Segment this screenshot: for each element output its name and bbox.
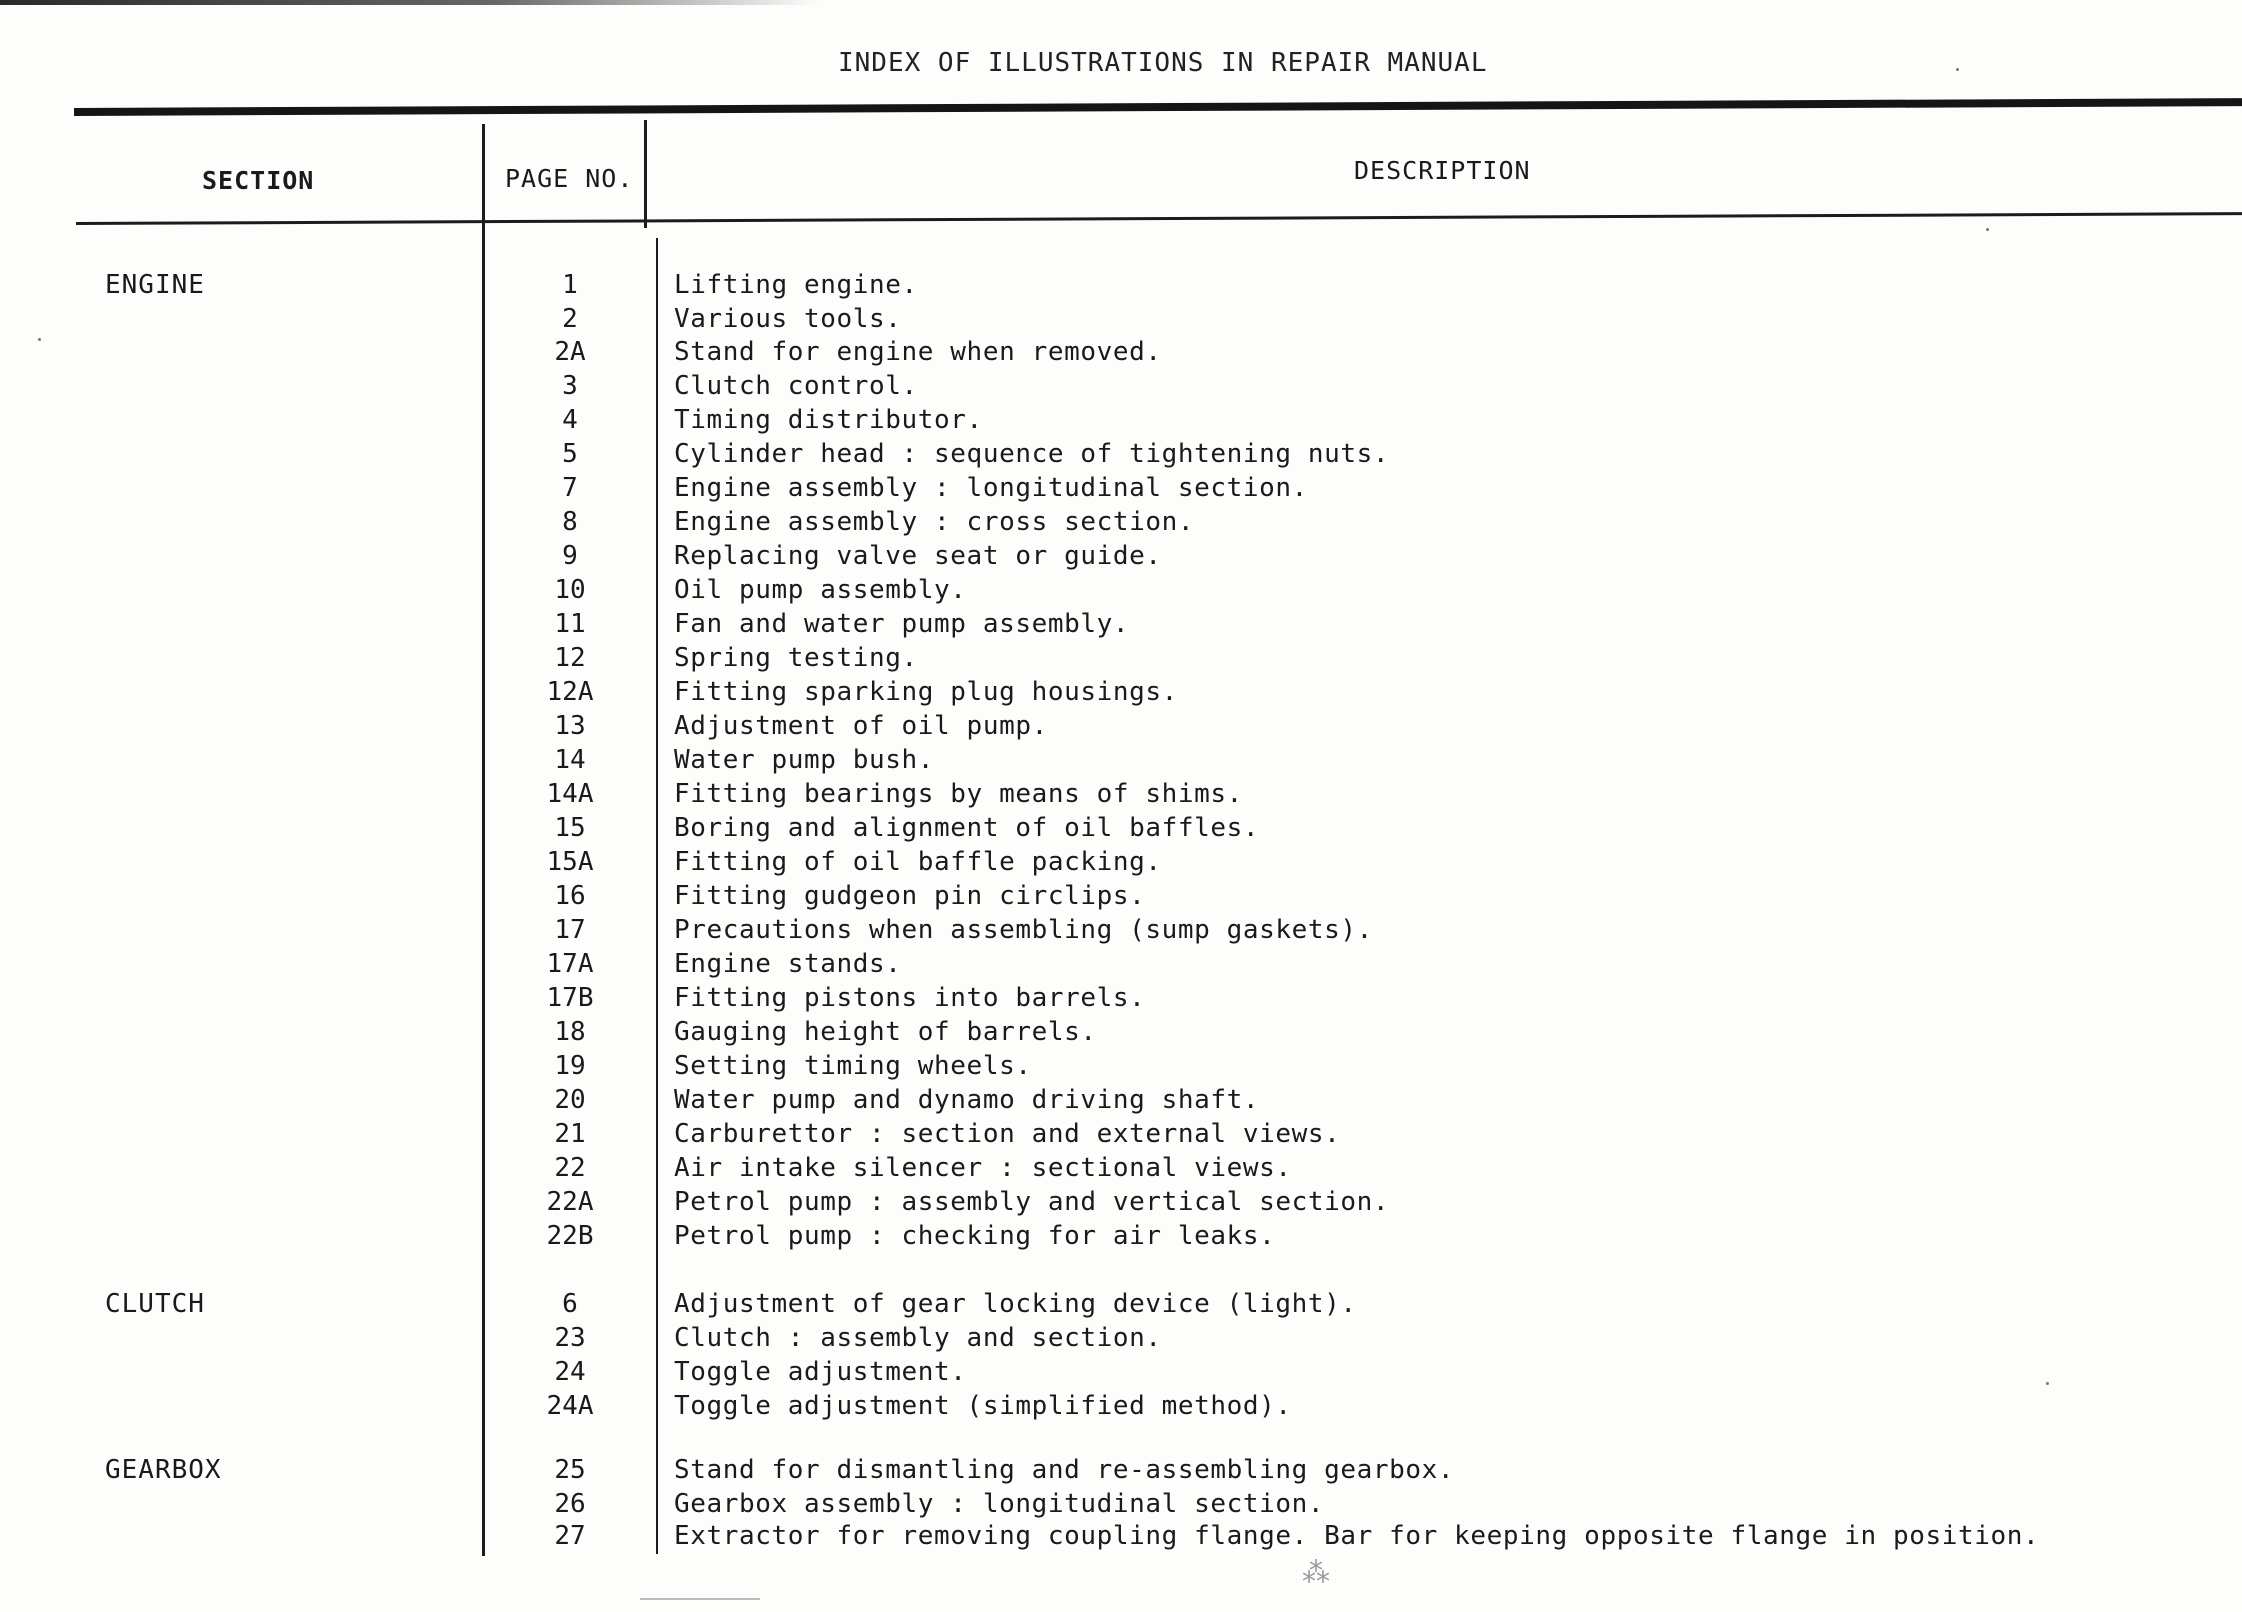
row-page-no: 12A [546, 677, 594, 707]
row-description: Setting timing wheels. [674, 1051, 1032, 1081]
table-row [0, 439, 2242, 473]
row-description: Water pump and dynamo driving shaft. [674, 1085, 1260, 1115]
row-description: Adjustment of gear locking device (light). [674, 1289, 1357, 1319]
table-row [0, 881, 2242, 915]
row-page-no: 6 [562, 1289, 578, 1319]
row-page-no: 12 [554, 643, 586, 673]
row-description: Fitting of oil baffle packing. [674, 847, 1162, 877]
row-description: Various tools. [674, 304, 902, 334]
table-row [0, 473, 2242, 507]
scan-edge-mark [640, 1598, 760, 1600]
table-top-rule [74, 98, 2242, 116]
column-divider-page-header [644, 120, 647, 228]
row-section: ENGINE [105, 270, 205, 300]
row-page-no: 21 [554, 1119, 586, 1149]
row-description: Petrol pump : assembly and vertical section. [674, 1187, 1390, 1217]
table-row [0, 609, 2242, 643]
table-row [0, 711, 2242, 745]
header-page-no: PAGE NO. [505, 164, 634, 193]
row-page-no: 8 [562, 507, 578, 537]
header-description: DESCRIPTION [1354, 156, 1531, 185]
row-description: Cylinder head : sequence of tightening nuts. [674, 439, 1390, 469]
table-row [0, 1051, 2242, 1085]
row-section: GEARBOX [105, 1455, 222, 1485]
row-description: Gauging height of barrels. [674, 1017, 1097, 1047]
table-row [0, 1085, 2242, 1119]
row-description: Air intake silencer : sectional views. [674, 1153, 1292, 1183]
row-page-no: 24 [554, 1357, 586, 1387]
row-description: Spring testing. [674, 643, 918, 673]
table-row [0, 507, 2242, 541]
row-page-no: 20 [554, 1085, 586, 1115]
document-title: INDEX OF ILLUSTRATIONS IN REPAIR MANUAL [838, 48, 1488, 78]
table-row [0, 1153, 2242, 1187]
row-page-no: 22A [546, 1187, 594, 1217]
table-row [0, 1119, 2242, 1153]
row-page-no: 3 [562, 371, 578, 401]
row-description: Fitting gudgeon pin circlips. [674, 881, 1146, 911]
table-row [0, 915, 2242, 949]
row-page-no: 18 [554, 1017, 586, 1047]
row-page-no: 27 [554, 1521, 586, 1551]
row-page-no: 24A [546, 1391, 594, 1421]
table-row [0, 371, 2242, 405]
row-page-no: 17B [546, 983, 594, 1013]
scan-speck [1986, 228, 1989, 231]
row-section: CLUTCH [105, 1289, 205, 1319]
scan-smudge: ⁂ [1302, 1556, 1330, 1589]
table-row [0, 541, 2242, 575]
table-row [0, 779, 2242, 813]
row-page-no: 22B [546, 1221, 594, 1251]
row-page-no: 16 [554, 881, 586, 911]
row-description: Engine assembly : longitudinal section. [674, 473, 1308, 503]
row-description: Adjustment of oil pump. [674, 711, 1048, 741]
table-row [0, 1357, 2242, 1391]
row-page-no: 4 [562, 405, 578, 435]
row-page-no: 11 [554, 609, 586, 639]
row-page-no: 17 [554, 915, 586, 945]
row-description: Stand for dismantling and re-assembling gearbox. [674, 1455, 1455, 1485]
row-page-no: 19 [554, 1051, 586, 1081]
row-description: Clutch control. [674, 371, 918, 401]
table-row [0, 337, 2242, 371]
row-description: Fitting sparking plug housings. [674, 677, 1178, 707]
table-row [0, 1391, 2242, 1425]
table-row [0, 304, 2242, 338]
row-description: Gearbox assembly : longitudinal section. [674, 1489, 1325, 1519]
row-page-no: 25 [554, 1455, 586, 1485]
row-page-no: 26 [554, 1489, 586, 1519]
table-row [0, 270, 2242, 304]
row-page-no: 15A [546, 847, 594, 877]
table-row [0, 949, 2242, 983]
row-description: Stand for engine when removed. [674, 337, 1162, 367]
row-page-no: 7 [562, 473, 578, 503]
row-description: Replacing valve seat or guide. [674, 541, 1162, 571]
table-row [0, 1521, 2242, 1555]
row-page-no: 10 [554, 575, 586, 605]
table-header-rule [76, 212, 2242, 225]
scan-edge-mark [0, 0, 820, 5]
table-row [0, 813, 2242, 847]
table-row [0, 575, 2242, 609]
row-page-no: 2 [562, 304, 578, 334]
table-row [0, 677, 2242, 711]
row-description: Lifting engine. [674, 270, 918, 300]
row-description: Fan and water pump assembly. [674, 609, 1130, 639]
row-page-no: 1 [562, 270, 578, 300]
row-description: Clutch : assembly and section. [674, 1323, 1162, 1353]
row-page-no: 17A [546, 949, 594, 979]
row-description: Water pump bush. [674, 745, 935, 775]
row-page-no: 13 [554, 711, 586, 741]
row-page-no: 5 [562, 439, 578, 469]
row-description: Oil pump assembly. [674, 575, 967, 605]
row-description: Petrol pump : checking for air leaks. [674, 1221, 1276, 1251]
table-row [0, 745, 2242, 779]
table-row [0, 1221, 2242, 1255]
table-row [0, 1489, 2242, 1523]
row-description: Engine assembly : cross section. [674, 507, 1195, 537]
row-page-no: 22 [554, 1153, 586, 1183]
row-description: Toggle adjustment (simplified method). [674, 1391, 1292, 1421]
scan-speck [2046, 1382, 2049, 1385]
table-row [0, 1017, 2242, 1051]
table-row [0, 847, 2242, 881]
row-description: Precautions when assembling (sump gaskets). [674, 915, 1373, 945]
table-row [0, 405, 2242, 439]
row-page-no: 14A [546, 779, 594, 809]
row-description: Toggle adjustment. [674, 1357, 967, 1387]
table-row [0, 1323, 2242, 1357]
row-page-no: 14 [554, 745, 586, 775]
row-page-no: 23 [554, 1323, 586, 1353]
table-row [0, 983, 2242, 1017]
row-description: Timing distributor. [674, 405, 983, 435]
scan-speck [38, 338, 41, 341]
scan-speck [1956, 68, 1959, 71]
table-row [0, 1187, 2242, 1221]
row-page-no: 2A [554, 337, 586, 367]
row-page-no: 9 [562, 541, 578, 571]
row-description: Fitting bearings by means of shims. [674, 779, 1243, 809]
row-description: Fitting pistons into barrels. [674, 983, 1146, 1013]
row-description: Boring and alignment of oil baffles. [674, 813, 1260, 843]
table-row [0, 1289, 2242, 1323]
table-row [0, 1455, 2242, 1489]
row-page-no: 15 [554, 813, 586, 843]
row-description: Carburettor : section and external views. [674, 1119, 1341, 1149]
row-description: Engine stands. [674, 949, 902, 979]
header-section: SECTION [202, 166, 315, 195]
table-row [0, 643, 2242, 677]
row-description: Extractor for removing coupling flange. Bar for keeping opposite flange in position. [674, 1521, 2040, 1551]
